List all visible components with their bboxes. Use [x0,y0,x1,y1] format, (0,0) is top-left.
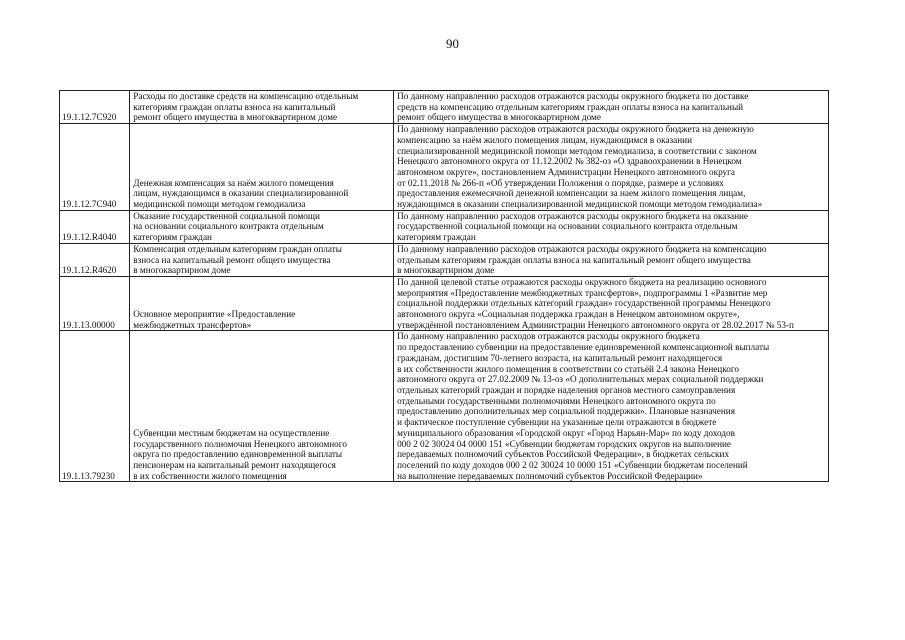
expense-description-line: По данному направлению расходов отражаются расходы окружного бюджета на компенсацию [397,243,767,254]
expense-description-line: категориям граждан [397,232,476,243]
expense-name-line: взноса на капитальный ремонт общего имущества [133,254,331,265]
expense-name [130,243,394,276]
expense-description-line: По данному направлению расходов отражаются расходы окружного бюджета на денежную [397,124,754,135]
expense-description-line: в их собственности жилого помещения в соответствии со статьёй 2.4 закона Ненецкого [397,363,739,374]
classification-code: 19.1.12.7С940 [60,124,130,211]
expense-description-line: отдельными государственными полномочиями Ненецкого автономного округа по [397,395,716,406]
expense-name [130,331,394,482]
expense-description-line: гражданам, достигшим 70-летнего возраста, на капитальный ремонт находящегося [397,352,723,363]
expense-description-line: автономном округе», постановлением Администрации Ненецкого автономного округа [397,166,735,177]
expense-name [130,124,394,211]
classification-code: 19.1.13.00000 [60,276,130,331]
expense-name-line: округа по предоставлению единовременной выплаты [133,449,343,460]
classification-code: 19.1.13.79230 [60,331,130,482]
expense-description-line: автономного округа от 27.02.2009 № 13-оз «О дополнительных мерах социальной поддержки [397,374,764,385]
expense-name-line: в многоквартирном доме [133,265,231,276]
expense-description [394,91,829,124]
expense-description-line: ремонт общего имущества в многоквартирном доме [397,112,601,123]
expense-description-line: средств на компенсацию отдельным категориям граждан оплаты взноса на капитальный [397,101,744,112]
expense-name-line: лицам, нуждающимся в оказании специализированной [133,188,349,199]
expense-description [394,331,829,482]
classification-code: 19.1.12.R4040 [60,210,130,243]
expense-description-line: компенсацию за наём жилого помещения лицам, нуждающимся в оказании [397,134,693,145]
expense-description-line: муниципального образования «Городской округ «Город Нарьян-Мар» по коду доходов [397,427,735,438]
expense-name-line: Оказание государственной социальной помощи [133,210,320,221]
expense-description-line: Ненецкого автономного округа от 11.12.2002 № 382-оз «О здравоохранении в Ненецком [397,156,742,167]
expense-description-line: и фактическое поступление субвенции на указанные цели отражаются в бюджете [397,417,717,428]
expense-description-line: автономного округа «Социальная поддержка граждан в Ненецком автономном округе», [397,309,740,320]
table-row [60,276,829,331]
expense-name [130,91,394,124]
table-row [60,210,829,243]
expense-name-line: Субвенции местным бюджетам на осуществление [133,427,330,438]
expense-description-line: в многоквартирном доме [397,265,495,276]
table-row [60,91,829,124]
expense-name-line: медицинской помощи методом гемодиализа [133,199,306,210]
expense-description-line: По данной целевой статье отражаются расходы окружного бюджета на реализацию основного [397,276,767,287]
expense-name-line: Компенсация отдельным категориям граждан оплаты [133,243,342,254]
expense-description [394,276,829,331]
expense-description-line: социальной поддержки отдельных категорий граждан» государственной программы Ненецкого [397,298,771,309]
expense-description-line: поселений по коду доходов 000 2 02 30024 10 0000 151 «Субвенции бюджетам поселений [397,459,748,470]
table-row [60,331,829,482]
expense-name-line: категориям граждан [133,232,212,243]
expense-description [394,243,829,276]
expense-description-line: предоставления ежемесячной денежной компенсации за наем жилого помещения лицам, [397,188,746,199]
expense-name-line: ремонт общего имущества в многоквартирном доме [133,112,338,123]
expense-name-line: на основании социального контракта отдельным [133,221,324,232]
expense-description-line: отдельным категориям граждан оплаты взноса на капитальный ремонт общего имущества [397,254,751,265]
budget-classification-table [59,90,829,482]
expense-name-line: Денежная компенсация за наём жилого помещения [133,177,334,188]
expense-description-line: 000 2 02 30024 04 0000 151 «Субвенции бюджетам городских округов на выполнение [397,438,731,449]
expense-description-line: По данному направлению расходов отражаются расходы окружного бюджета на оказание [397,210,748,221]
expense-name [130,210,394,243]
expense-name-line: Расходы по доставке средств на компенсацию отдельным [133,91,359,101]
expense-name-line: пенсионерам на капитальный ремонт находящегося [133,459,336,470]
classification-code: 19.1.12.R4620 [60,243,130,276]
expense-description-line: По данному направлению расходов отражаются расходы окружного бюджета [397,331,700,342]
expense-name-line: в их собственности жилого помещения [133,470,287,481]
expense-description-line: государственной социальной помощи на основании социального контракта отдельным [397,221,738,232]
classification-code: 19.1.12.7С920 [60,91,130,124]
expense-name-line: Основное мероприятие «Предоставление [133,309,296,320]
expense-description-line: отдельных категорий граждан и порядке наделения органов местного самоуправления [397,384,736,395]
expense-name [130,276,394,331]
expense-description-line: специализированной медицинской помощи методом гемодиализа, в соответствии с законом [397,145,757,156]
table-row [60,124,829,211]
expense-description-line: предоставлению дополнительных мер социальной поддержки». Плановые назначения [397,406,735,417]
expense-description-line: от 02.11.2018 № 266-п «Об утверждении Положения о порядке, размере и условиях [397,177,724,188]
expense-description-line: передаваемых полномочий субъектов Российской Федерации», в бюджетах сельских [397,449,730,460]
table-row [60,243,829,276]
expense-description-line: По данному направлению расходов отражаются расходы окружного бюджета по доставке [397,91,749,101]
expense-description-line: утверждённой постановлением Администрации Ненецкого автономного округа от 28.02.2017 № 53-п [397,319,794,330]
page-number: 90 [446,36,459,51]
expense-name-line: межбюджетных трансфертов» [133,319,252,330]
expense-description [394,210,829,243]
expense-name-line: государственного полномочия Ненецкого автономного [133,438,347,449]
expense-description [394,124,829,211]
expense-description-line: мероприятия «Предоставление межбюджетных трансфертов», подпрограммы 1 «Развитие мер [397,287,768,298]
expense-description-line: на выполнение передаваемых полномочий субъектов Российской Федерации» [397,470,703,481]
expense-name-line: категориям граждан оплаты взноса на капитальный [133,101,336,112]
expense-description-line: по предоставлению субвенции на предоставление единовременной компенсационной выплаты [397,342,770,353]
expense-description-line: нуждающимся в оказании специализированной медицинской помощи методом гемодиализа» [397,199,763,210]
